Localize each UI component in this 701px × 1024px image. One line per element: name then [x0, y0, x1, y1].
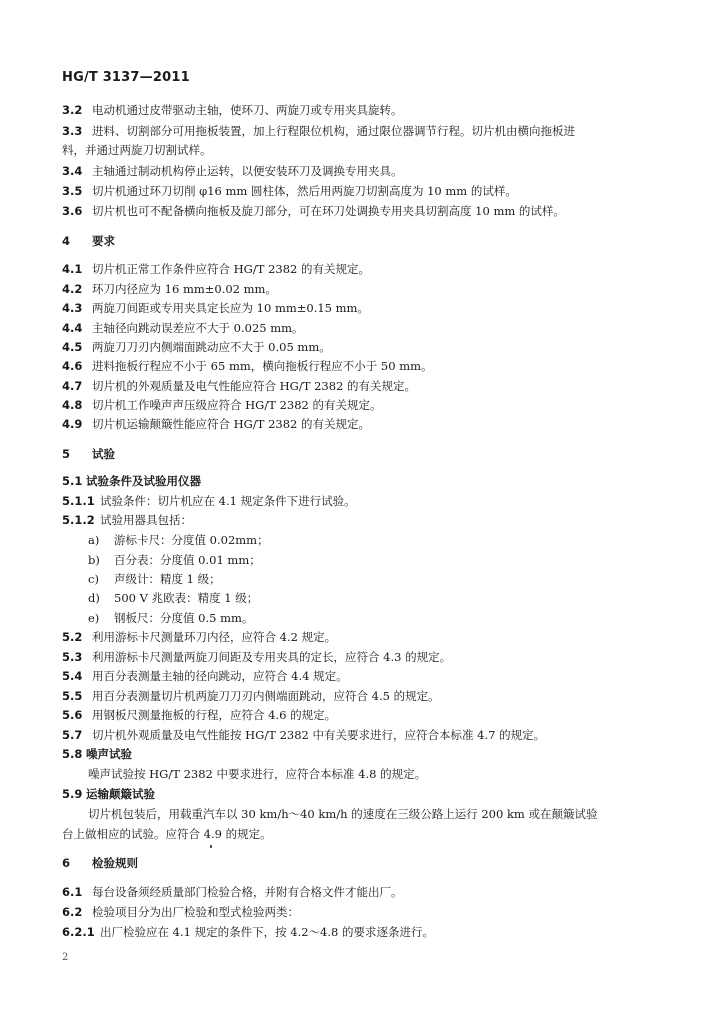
clause-3-2 — [62, 102, 661, 118]
list-marker: c) — [88, 572, 99, 586]
clause-text: 出厂检验应在 4.1 规定的条件下，按 4.2～4.8 的要求逐条进行。 — [100, 925, 434, 939]
list-marker: d) — [88, 591, 100, 605]
clause-5-4 — [62, 668, 661, 684]
clause-text: 环刀内径应为 16 mm±0.02 mm。 — [92, 282, 277, 296]
clause-number: 5.7 — [62, 728, 83, 742]
clause-text: 进料、切割部分可用拖板装置，加上行程限位机构，通过限位器调节行程。切片机由横向拖板进 — [92, 124, 575, 138]
clause-number: 4.3 — [62, 301, 83, 315]
clause-text: 主轴通过制动机构停止运转，以便安装环刀及调换专用夹具。 — [92, 164, 403, 178]
section-number: 4 — [62, 234, 71, 248]
clause-number: 5.8 — [62, 747, 83, 761]
clause-text: 切片机通过环刀切削 φ16 mm 圆柱体，然后用两旋刀切割高度为 10 mm 的试样。 — [92, 184, 517, 198]
clause-4-9 — [62, 416, 661, 432]
clause-number: 3.5 — [62, 184, 83, 198]
clause-6-2-1 — [62, 924, 661, 940]
clause-4-3 — [62, 300, 661, 316]
scan-speck — [210, 845, 212, 848]
clause-5-9 — [62, 786, 661, 802]
clause-text: 切片机包装后，用载重汽车以 30 km/h～40 km/h 的速度在三级公路上运行 200 km 或在颠簸试验 — [88, 807, 598, 821]
clause-5-1-2 — [62, 512, 661, 528]
clause-text: 每台设备须经质量部门检验合格，并附有合格文件才能出厂。 — [92, 885, 403, 899]
clause-3-3 — [62, 123, 661, 139]
section-6-title — [62, 855, 661, 871]
clause-number: 5.1.1 — [62, 494, 95, 508]
section-title: 检验规则 — [92, 856, 138, 870]
clause-number: 5.3 — [62, 650, 83, 664]
clause-4-5 — [62, 339, 661, 355]
clause-text: 试验用器具包括： — [100, 513, 192, 527]
list-text: 百分表：分度值 0.01 mm； — [114, 553, 261, 567]
clause-5-1-1 — [62, 493, 661, 509]
clause-text: 切片机也可不配备横向拖板及旋刀部分，可在环刀处调换专用夹具切割高度 10 mm 的试样。 — [92, 204, 565, 218]
list-text: 声级计：精度 1 级； — [114, 572, 221, 586]
list-item-e — [88, 610, 661, 626]
clause-4-8 — [62, 397, 661, 413]
clause-text: 噪声试验按 HG/T 2382 中要求进行，应符合本标准 4.8 的规定。 — [88, 767, 427, 781]
clause-5-9-body-continued — [62, 826, 661, 842]
list-text: 游标卡尺：分度值 0.02mm； — [114, 533, 269, 547]
clause-heading: 试验条件及试验用仪器 — [86, 474, 201, 488]
clause-number: 3.4 — [62, 164, 83, 178]
clause-text: 进料拖板行程应不小于 65 mm，横向拖板行程应不小于 50 mm。 — [92, 359, 433, 373]
clause-6-2 — [62, 904, 661, 920]
clause-5-6 — [62, 707, 661, 723]
section-title: 试验 — [92, 447, 115, 461]
section-number: 5 — [62, 447, 71, 461]
clause-5-8 — [62, 746, 661, 762]
list-item-d — [88, 590, 661, 606]
clause-text: 利用游标卡尺测量环刀内径，应符合 4.2 规定。 — [92, 630, 337, 644]
clause-number: 3.2 — [62, 103, 83, 117]
clause-text: 两旋刀间距或专用夹具定长应为 10 mm±0.15 mm。 — [92, 301, 369, 315]
clause-text: 电动机通过皮带驱动主轴，使环刀、两旋刀或专用夹具旋转。 — [92, 103, 403, 117]
section-5-title — [62, 446, 661, 462]
list-marker: e) — [88, 611, 100, 625]
clause-3-5 — [62, 183, 661, 199]
clause-number: 6.2.1 — [62, 925, 95, 939]
clause-text: 切片机正常工作条件应符合 HG/T 2382 的有关规定。 — [92, 262, 370, 276]
clause-5-1 — [62, 473, 661, 489]
section-4-title — [62, 233, 661, 249]
clause-4-2 — [62, 281, 661, 297]
clause-number: 5.2 — [62, 630, 83, 644]
clause-5-2 — [62, 629, 661, 645]
clause-number: 4.4 — [62, 321, 83, 335]
list-item-b — [88, 552, 661, 568]
list-text: 500 V 兆欧表：精度 1 级； — [114, 591, 259, 605]
clause-3-6 — [62, 203, 661, 219]
clause-text: 切片机运输颠簸性能应符合 HG/T 2382 的有关规定。 — [92, 417, 370, 431]
clause-text: 试验条件：切片机应在 4.1 规定条件下进行试验。 — [100, 494, 356, 508]
clause-number: 4.9 — [62, 417, 83, 431]
clause-number: 6.1 — [62, 885, 83, 899]
list-marker: a) — [88, 533, 100, 547]
clause-number: 5.1 — [62, 474, 83, 488]
clause-text: 用百分表测量切片机两旋刀刀刃内侧端面跳动，应符合 4.5 的规定。 — [92, 689, 440, 703]
list-item-c — [88, 571, 661, 587]
clause-number: 5.4 — [62, 669, 83, 683]
clause-4-7 — [62, 378, 661, 394]
clause-number: 3.6 — [62, 204, 83, 218]
clause-text: 两旋刀刀刃内侧端面跳动应不大于 0.05 mm。 — [92, 340, 331, 354]
clause-number: 4.6 — [62, 359, 83, 373]
clause-text: 切片机外观质量及电气性能按 HG/T 2382 中有关要求进行，应符合本标准 4.7 的规定。 — [92, 728, 546, 742]
clause-4-6 — [62, 358, 661, 374]
clause-number: 4.5 — [62, 340, 83, 354]
section-title: 要求 — [92, 234, 115, 248]
clause-text: 切片机工作噪声声压级应符合 HG/T 2382 的有关规定。 — [92, 398, 382, 412]
clause-number: 4.2 — [62, 282, 83, 296]
clause-number: 5.6 — [62, 708, 83, 722]
page-number: 2 — [62, 952, 69, 963]
clause-text: 主轴径向跳动误差应不大于 0.025 mm。 — [92, 321, 304, 335]
clause-text: 料，并通过两旋刀切割试样。 — [62, 143, 212, 157]
clause-number: 3.3 — [62, 124, 83, 138]
clause-3-4 — [62, 163, 661, 179]
list-marker: b) — [88, 553, 100, 567]
clause-text: 切片机的外观质量及电气性能应符合 HG/T 2382 的有关规定。 — [92, 379, 416, 393]
clause-number: 4.7 — [62, 379, 83, 393]
clause-number: 5.1.2 — [62, 513, 95, 527]
list-item-a — [88, 532, 661, 548]
clause-text: 检验项目分为出厂检验和型式检验两类： — [92, 905, 299, 919]
clause-4-1 — [62, 261, 661, 277]
clause-heading: 噪声试验 — [86, 747, 132, 761]
clause-text: 用钢板尺测量拖板的行程，应符合 4.6 的规定。 — [92, 708, 337, 722]
clause-number: 5.9 — [62, 787, 83, 801]
standard-code-header: HG/T 3137—2011 — [62, 70, 190, 85]
clause-3-3-continued — [62, 142, 661, 158]
clause-number: 4.8 — [62, 398, 83, 412]
clause-text: 台上做相应的试验。应符合 4.9 的规定。 — [62, 827, 272, 841]
clause-number: 6.2 — [62, 905, 83, 919]
clause-text: 利用游标卡尺测量两旋刀间距及专用夹具的定长，应符合 4.3 的规定。 — [92, 650, 452, 664]
clause-5-9-body — [88, 806, 661, 822]
clause-5-7 — [62, 727, 661, 743]
clause-number: 5.5 — [62, 689, 83, 703]
clause-text: 用百分表测量主轴的径向跳动，应符合 4.4 规定。 — [92, 669, 348, 683]
clause-4-4 — [62, 320, 661, 336]
section-number: 6 — [62, 856, 71, 870]
clause-5-5 — [62, 688, 661, 704]
clause-5-3 — [62, 649, 661, 665]
clause-5-8-body — [88, 766, 661, 782]
list-text: 钢板尺：分度值 0.5 mm。 — [114, 611, 254, 625]
clause-heading: 运输颠簸试验 — [86, 787, 155, 801]
clause-6-1 — [62, 884, 661, 900]
clause-number: 4.1 — [62, 262, 83, 276]
